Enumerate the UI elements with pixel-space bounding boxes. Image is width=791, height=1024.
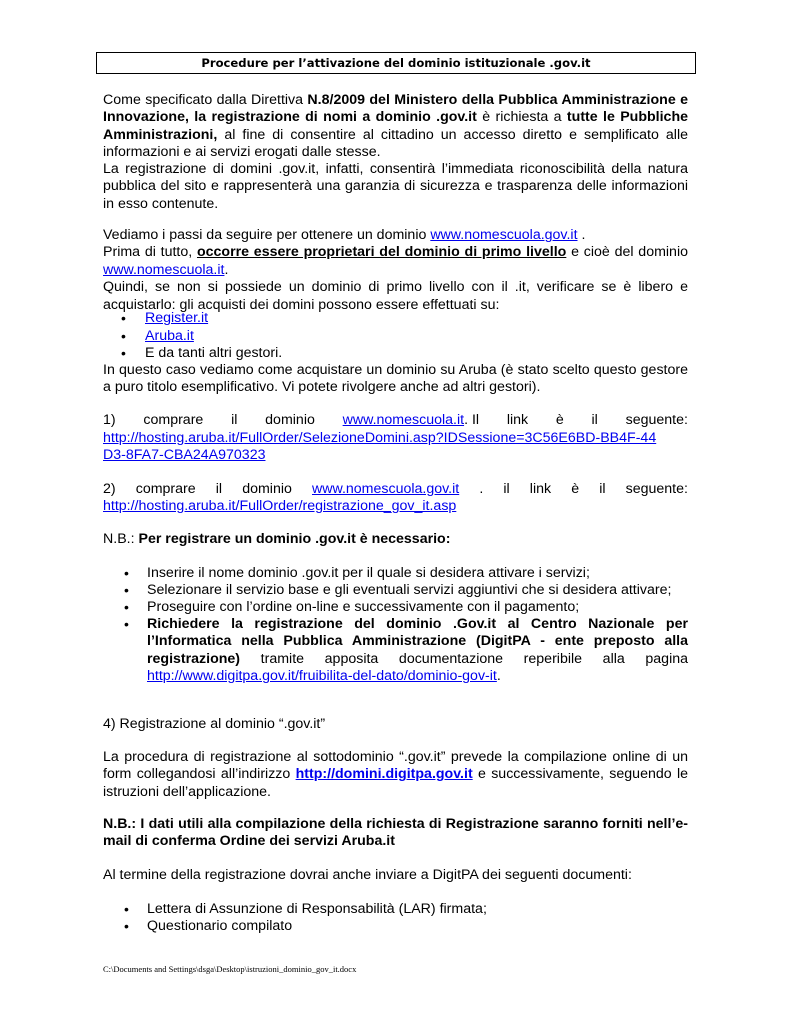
intro-text-3: al fine di consentire al cittadino un accesso diretto e semplificato alle informazioni e ai servizi erogati dalle stesse.	[103, 126, 688, 161]
item-2-word: il	[215, 481, 223, 497]
steps-text-3b: .	[224, 261, 229, 278]
intro-paragraph	[103, 92, 688, 162]
item-2-line	[103, 481, 688, 498]
nb-bold-text: Per registrare un dominio .gov.it è necessario:	[138, 531, 451, 547]
steps-paragraph	[103, 227, 688, 314]
link-nomescuola-gov-it[interactable]: www.nomescuola.gov.it	[430, 227, 578, 243]
steps-text-4: Quindi, se non si possiede un dominio di primo livello con il .it, verificare se è libero e acquistarlo: gli acquisti dei domini possono essere effettuati su:	[103, 279, 688, 313]
steps-bold-underlined: occorre essere proprietari del dominio di primo livello	[196, 244, 567, 261]
requirement-4-text: tramite apposita documentazione reperibile alla pagina	[240, 650, 688, 667]
nb-data-note: N.B.: I dati utili alla compilazione della richiesta di Registrazione saranno forniti nell’e-mail di conferma Ordine dei servizi Aruba.it	[103, 816, 688, 850]
link-item-1-domain[interactable]: www.nomescuola.it	[342, 412, 465, 428]
document-item: Questionario compilato	[147, 918, 293, 934]
intro-text-2: è richiesta a	[476, 109, 567, 126]
link-digitpa-dominio[interactable]: http://www.digitpa.gov.it/fruibilita-del-dato/dominio-gov-it	[147, 668, 497, 685]
link-item-1-url[interactable]: http://hosting.aruba.it/FullOrder/SelezioneDomini.asp?IDSessione=3C56E6BD-BB4F-44D3-8FA7-CBA24A970323	[103, 430, 657, 464]
requirement-2: Selezionare il servizio base e gli eventuali servizi aggiuntivi che si desidera attivare;	[147, 582, 672, 598]
intro-text-1: Come specificato dalla Direttiva	[103, 92, 308, 108]
item-1-word: il	[591, 412, 598, 428]
document-item: Lettera di Assunzione di Responsabilità (LAR) firmata;	[147, 901, 487, 917]
registrar-other: E da tanti altri gestori.	[145, 345, 283, 361]
item-1-word: link	[506, 412, 529, 428]
steps-text-1: Vediamo i passi da seguire per ottenere un dominio	[103, 227, 431, 243]
item-1-word: . Il	[464, 412, 480, 428]
aruba-note: In questo caso vediamo come acquistare un dominio su Aruba (è stato scelto questo gestore a puro titolo esemplificativo. Vi potete rivolgere anche ad altri gestori).	[103, 362, 688, 396]
closing-paragraph: Al termine della registrazione dovrai anche inviare a DigitPA dei seguenti documenti:	[103, 867, 632, 883]
item-2-word: link	[529, 481, 552, 497]
link-aruba-it[interactable]: Aruba.it	[145, 328, 194, 344]
requirement-4	[147, 616, 688, 686]
item-2-word: .	[479, 481, 484, 497]
item-1-number: 1)	[103, 412, 116, 428]
item-1-word: il	[231, 412, 238, 428]
bullet: •	[124, 599, 129, 615]
procedure-text-1: La procedura di registrazione al sottodominio “.gov.it” prevede la compilazione online di un form collegandosi all’indirizzo	[103, 749, 688, 783]
bullet: •	[124, 918, 129, 934]
bullet: •	[121, 328, 126, 344]
link-nomescuola-it[interactable]: www.nomescuola.it	[103, 261, 225, 278]
item-1-word: dominio	[265, 412, 315, 428]
bullet: •	[124, 901, 129, 917]
intro-paragraph-2: La registrazione di domini .gov.it, infatti, consentirà l’immediata riconoscibilità della natura pubblica del sito e rappresenterà una garanzia di sicurezza e trasparenza delle informazioni in esso contenute.	[103, 161, 688, 212]
nb-label: N.B.:	[103, 531, 139, 547]
link-item-2-url[interactable]: http://hosting.aruba.it/FullOrder/registrazione_gov_it.asp	[103, 498, 457, 514]
steps-text-2: Prima di tutto,	[103, 244, 197, 261]
link-domini-digitpa[interactable]: http://domini.digitpa.gov.it	[295, 766, 473, 783]
item-1-line	[103, 412, 688, 429]
item-2-word: seguente:	[625, 481, 688, 497]
requirement-1: Inserire il nome dominio .gov.it per il quale si desidera attivare i servizi;	[147, 565, 590, 581]
link-register-it[interactable]: Register.it	[145, 310, 209, 326]
footer-file-path: C:\Documents and Settings\dsga\Desktop\istruzioni_dominio_gov_it.docx	[103, 964, 357, 974]
procedure-text-2: e successivamente, seguendo le istruzioni dell’applicazione.	[103, 766, 688, 800]
bullet: •	[121, 310, 126, 326]
item-2-word: comprare	[135, 481, 196, 497]
item-2-word: il	[503, 481, 510, 497]
procedure-paragraph	[103, 749, 688, 801]
item-2-number: 2)	[103, 481, 116, 497]
item-2-word: dominio	[242, 481, 292, 497]
steps-text-3: e cioè del dominio	[566, 244, 688, 261]
document-title: Procedure per l’attivazione del dominio istituzionale .gov.it	[96, 52, 696, 74]
requirement-4-bold: Richiedere la registrazione del dominio .Gov.it al Centro Nazionale per l’Informatica nella Pubblica Amministrazione (DigitPA - ente preposto alla registrazione)	[147, 616, 688, 667]
intro-bold-2: tutte le Pubbliche Amministrazioni,	[103, 109, 688, 143]
requirement-4-end: .	[496, 668, 501, 685]
item-1-word: seguente:	[625, 412, 688, 428]
bullet: •	[124, 616, 129, 632]
item-4-heading: 4) Registrazione al dominio “.gov.it”	[103, 716, 326, 732]
item-1-word: comprare	[143, 412, 204, 428]
bullet: •	[121, 345, 126, 361]
link-item-2-domain[interactable]: www.nomescuola.gov.it	[312, 481, 460, 497]
intro-bold-1: N.8/2009 del Ministero della Pubblica Amministrazione e Innovazione, la registrazione di nomi a dominio .gov.it	[103, 92, 688, 126]
bullet: •	[124, 582, 129, 598]
bullet: •	[124, 565, 129, 581]
item-2-word: il	[599, 481, 606, 497]
requirement-3: Proseguire con l’ordine on-line e successivamente con il pagamento;	[147, 599, 580, 615]
steps-text-1b: .	[577, 227, 586, 243]
item-2-word: è	[571, 481, 580, 497]
nb-requirements-heading	[103, 531, 688, 548]
item-1-word: è	[555, 412, 564, 428]
